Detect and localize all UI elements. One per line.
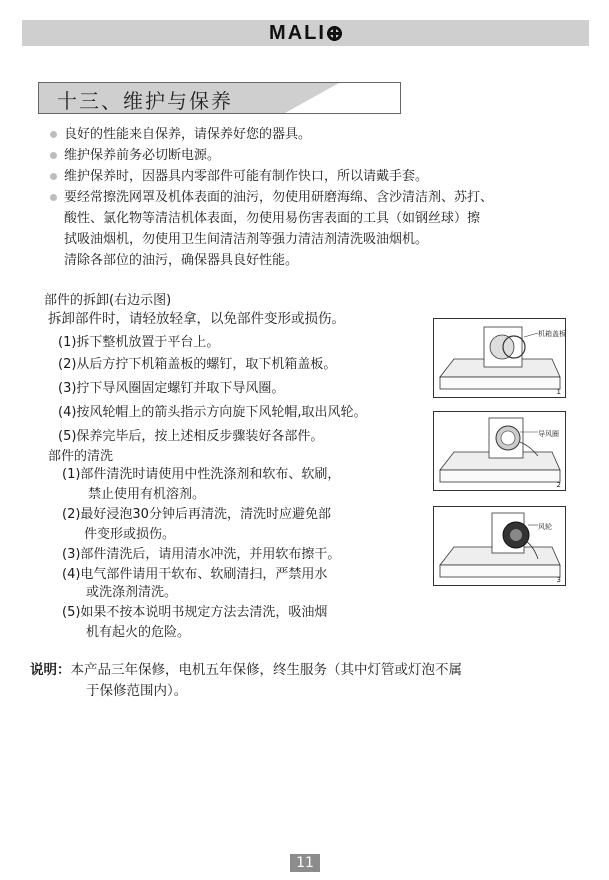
brand-logo [22,22,589,45]
brand-text: MALI [269,22,326,44]
figure-number: 3 [556,576,561,584]
brand-logo-o-icon [327,26,342,41]
figure-number: 2 [556,481,561,489]
disassembly-step: (1)拆下整机放置于平台上。 [58,335,220,350]
disassembly-step: (4)按风轮帽上的箭头指示方向旋下风轮帽,取出风轮。 [58,405,367,420]
range-hood-illustration [434,507,565,585]
cleaning-step-cont: 件变形或损伤。 [84,527,176,542]
header-bar [22,20,589,46]
figure-label: 导风圈 [538,430,559,438]
cleaning-step: (4)电气部件请用干软布、软刷清扫，严禁用水 [62,567,328,582]
note-label: 说明： [30,662,71,678]
warranty-note [30,660,590,702]
cleaning-step-cont: 机有起火的危险。 [86,625,191,640]
note-line: 于保修范围内）。 [86,683,188,699]
note-line: 本产品三年保修，电机五年保修，终生服务（其中灯管或灯泡不属 [70,662,462,678]
bullet-item: 良好的性能来自保养，请保养好您的器具。 [48,124,588,145]
figure-2-air-guide-ring [433,411,566,491]
disassembly-step: (2)从后方拧下机箱盖板的螺钉，取下机箱盖板。 [58,357,337,372]
page-number: 11 [290,854,320,872]
cleaning-step-cont: 或洗涤剂清洗。 [86,585,178,600]
section-title: 十三、维护与保养 [57,89,233,113]
figure-1-cover-plate [433,318,566,398]
bullet-continuation: 拭吸油烟机，勿使用卫生间清洁剂等强力清洁剂清洗吸油烟机。 [64,232,429,247]
figure-3-fan-wheel [433,506,566,586]
figure-label: 风轮 [538,523,552,531]
range-hood-illustration [434,412,565,490]
bullet-item: 维护保养前务必切断电源。 [48,145,588,166]
disassembly-heading: 部件的拆卸(右边示图) [44,293,172,308]
figure-number: 1 [556,388,561,396]
maintenance-bullets [48,124,588,271]
disassembly-step: (5)保养完毕后，按上述相反步骤装好各部件。 [58,429,324,444]
cleaning-step: (3)部件清洗后，请用清水冲洗，并用软布擦干。 [62,547,341,562]
cleaning-step: (5)如果不按本说明书规定方法去清洗，吸油烟 [62,605,328,620]
disassembly-step: (3)拧下导风圈固定螺钉并取下导风圈。 [58,381,285,396]
cleaning-step: (1)部件清洗时请使用中性洗涤剂和软布、软刷， [62,467,341,482]
bullet-item: 要经常擦洗网罩及机体表面的油污，勿使用研磨海绵、含沙清洁剂、苏打、 [48,187,588,208]
bullet-continuation: 酸性、氯化物等清洁机体表面，勿使用易伤害表面的工具（如钢丝球）擦 [64,211,481,226]
bullet-item: 维护保养时，因器具内零部件可能有制作快口，所以请戴手套。 [48,166,588,187]
figure-label: 机箱盖板 [538,330,566,338]
cleaning-step-cont: 禁止使用有机溶剂。 [88,487,206,502]
cleaning-step: (2)最好浸泡30分钟后再清洗，清洗时应避免部 [62,507,331,522]
cleaning-heading: 部件的清洗 [48,449,114,464]
disassembly-intro: 拆卸部件时，请轻放轻拿，以免部件变形或损伤。 [48,311,345,327]
bullet-continuation: 清除各部位的油污，确保器具良好性能。 [64,253,299,268]
section-title-box [38,82,401,114]
